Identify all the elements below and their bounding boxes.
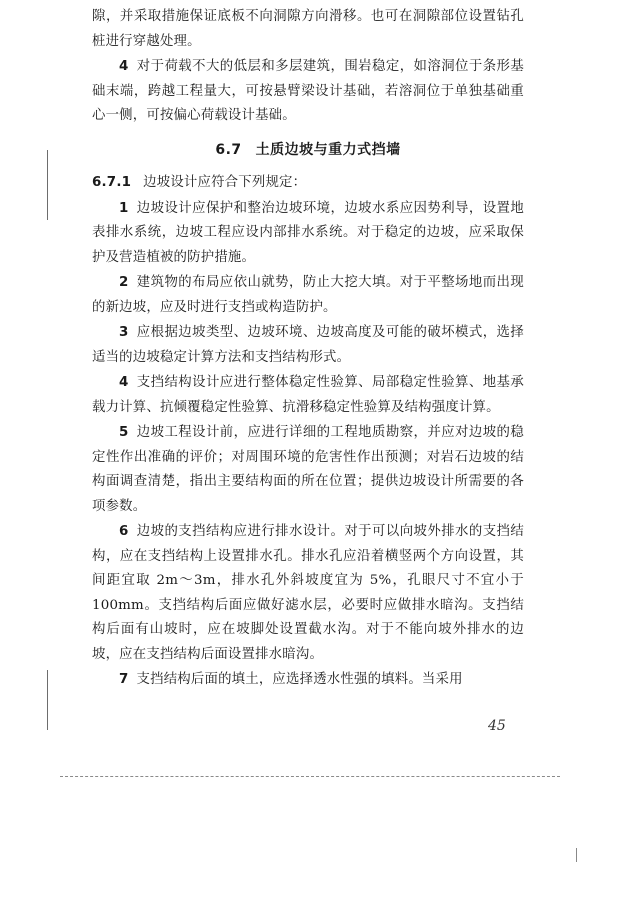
scan-artifact-mark (576, 848, 577, 862)
paragraph-intro: 隙，并采取措施保证底板不向洞隙方向滑移。也可在洞隙部位设置钻孔桩进行穿越处理。 (92, 9, 524, 49)
scan-edge-line-top (47, 150, 48, 220)
item-number: 4 (119, 375, 129, 390)
item-number: 2 (119, 275, 129, 290)
item-text: 支挡结构后面的填土，应选择透水性强的填料。当采用 (136, 672, 463, 687)
list-item (92, 321, 524, 370)
clause-number: 6.7.1 (92, 175, 132, 190)
list-item (92, 371, 524, 420)
item-number: 1 (119, 200, 129, 216)
item-text: 应根据边坡类型、边坡环境、边坡高度及可能的破坏模式，选择适当的边坡稳定计算方法和支挡结构形式。 (92, 325, 524, 365)
item-number: 6 (119, 524, 129, 539)
list-item (92, 271, 524, 320)
page-number: 45 (488, 718, 506, 734)
item-number: 5 (119, 425, 129, 440)
list-item (92, 197, 524, 271)
item-text: 边坡的支挡结构应进行排水设计。对于可以向坡外排水的支挡结构，应在支挡结构上设置排水孔。排水孔应沿着横竖两个方向设置，其间距宜取 2m～3m，排水孔外斜坡度宜为 5%，孔眼尺寸不宜小于 100mm。支挡结构后面应做好滤水层，必要时应做排水暗沟。支挡结构后面有山坡时，应在坡脚处设置截水沟。对于不能向坡外排水的边坡，应在支挡结构后面设置排水暗沟。 (92, 524, 524, 662)
item-text: 边坡工程设计前，应进行详细的工程地质勘察，并应对边坡的稳定性作出准确的评价；对周围环境的危害性作出预测；对岩石边坡的结构面调查清楚，指出主要结构面的所在位置；提供边坡设计所需要的各项参数。 (92, 425, 524, 514)
clause-paragraph (92, 171, 524, 196)
scan-artifact-dash (60, 776, 560, 777)
list-item (92, 668, 524, 693)
item-text: 建筑物的布局应依山就势，防止大挖大填。对于平整场地而出现的新边坡，应及时进行支挡或构造防护。 (92, 275, 524, 315)
section-number: 6.7 (215, 141, 242, 158)
item-number: 4 (119, 59, 129, 74)
scan-edge-line-bottom (47, 670, 48, 730)
clause-text: 边坡设计应符合下列规定： (143, 175, 307, 190)
item-text: 支挡结构设计应进行整体稳定性验算、局部稳定性验算、地基承载力计算、抗倾覆稳定性验算、抗滑移稳定性验算及结构强度计算。 (92, 375, 524, 415)
list-item (92, 520, 524, 667)
item-text: 对于荷载不大的低层和多层建筑，围岩稳定，如溶洞位于条形基础末端，跨越工程量大，可按悬臂梁设计基础，若溶洞位于单独基础重心一侧，可按偏心荷载设计基础。 (92, 59, 524, 123)
section-heading (92, 138, 524, 163)
section-title: 土质边坡与重力式挡墙 (255, 141, 401, 158)
body-text (92, 5, 524, 694)
item-number: 7 (119, 672, 129, 687)
list-item (92, 421, 524, 519)
item-text: 边坡设计应保护和整治边坡环境，边坡水系应因势利导，设置地表排水系统，边坡工程应设内部排水系统。对于稳定的边坡，应采取保护及营造植被的防护措施。 (92, 200, 524, 265)
paragraph-item-4-prev (92, 55, 524, 129)
item-number: 3 (119, 325, 129, 340)
